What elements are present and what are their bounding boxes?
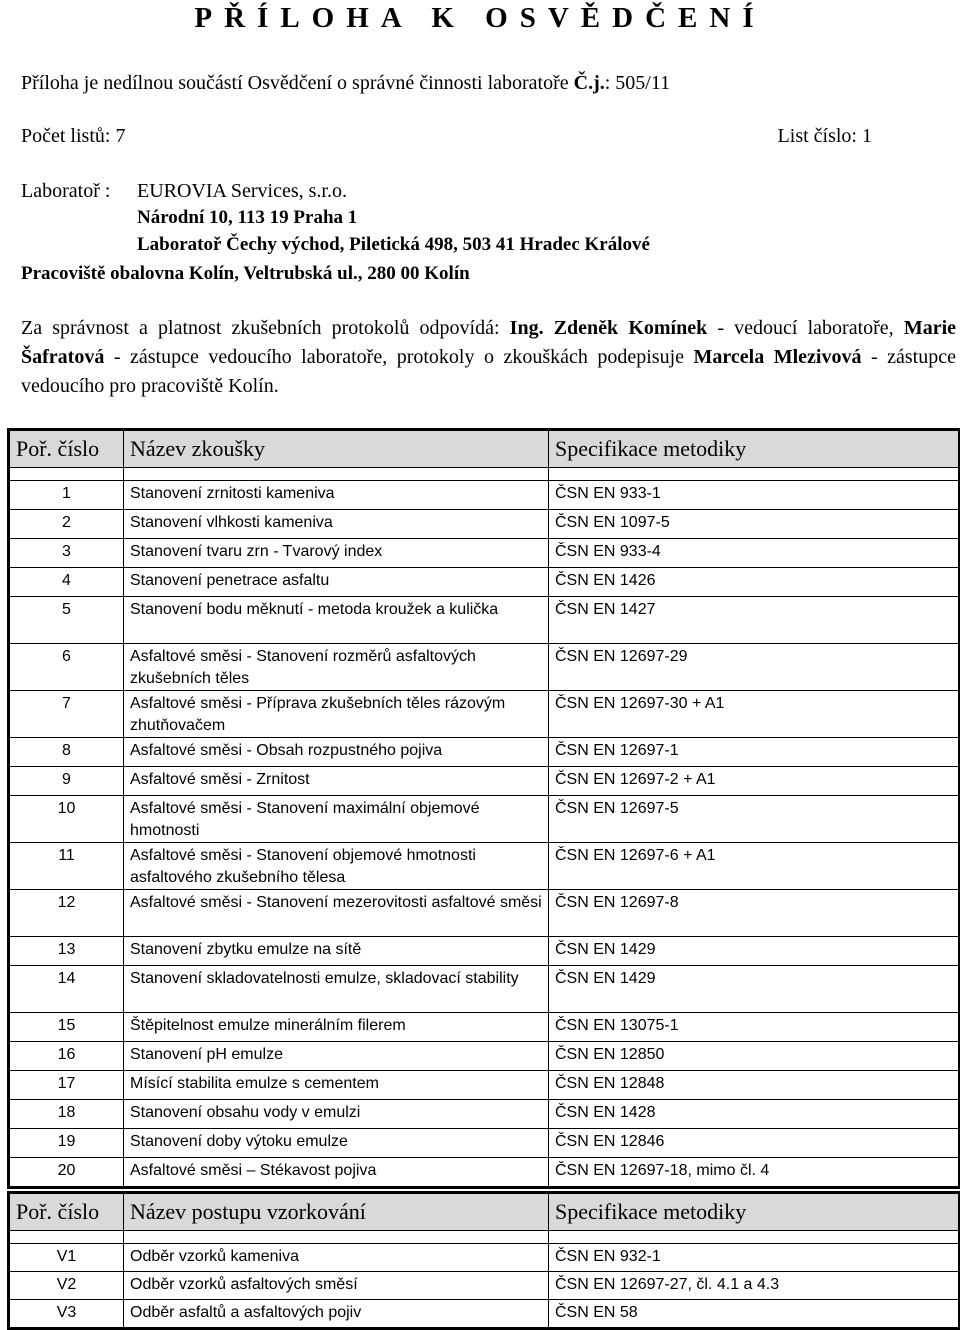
- cell-number: 15: [9, 1013, 124, 1042]
- cell-name: Stanovení vlhkosti kameniva: [124, 510, 549, 539]
- cell-specification: ČSN EN 12697-6 + A1: [549, 843, 960, 890]
- page-title: PŘÍLOHA K OSVĚDČENÍ: [194, 2, 766, 34]
- table-row: [9, 510, 960, 539]
- cell-name: Asfaltové směsi - Obsah rozpustného pojiva: [124, 738, 549, 767]
- table-row: [9, 796, 960, 843]
- table-row: [9, 1013, 960, 1042]
- cell-specification: ČSN EN 12697-29: [549, 644, 960, 691]
- sheet-number: List číslo: 1: [777, 125, 872, 147]
- responsible-person-signer: Marcela Mlezivová: [693, 346, 862, 368]
- table-row: [9, 843, 960, 890]
- lab-name: EUROVIA Services, s.r.o.: [137, 180, 347, 202]
- column-header-sampling-name: Název postupu vzorkování: [124, 1193, 549, 1231]
- cell-number: 4: [9, 568, 124, 597]
- responsibility-text: - vedoucí laboratoře,: [707, 317, 904, 339]
- cell-name: Odběr vzorků kameniva: [124, 1244, 549, 1272]
- cell-specification: ČSN EN 1427: [549, 597, 960, 644]
- cell-number: 2: [9, 510, 124, 539]
- cell-specification: ČSN EN 933-1: [549, 481, 960, 510]
- cell-number: 11: [9, 843, 124, 890]
- cell-number: 7: [9, 691, 124, 738]
- cell-number: 14: [9, 966, 124, 1013]
- cell-number: 18: [9, 1100, 124, 1129]
- annex-statement: [21, 72, 670, 95]
- table-row: [9, 937, 960, 966]
- tests-table-header: [9, 430, 960, 468]
- column-header-specification: Specifikace metodiky: [549, 1193, 960, 1231]
- responsibility-paragraph: [21, 314, 956, 401]
- cell-specification: ČSN EN 12697-1: [549, 738, 960, 767]
- cell-specification: ČSN EN 1429: [549, 937, 960, 966]
- cell-number: V1: [9, 1244, 124, 1272]
- cell-specification: ČSN EN 12850: [549, 1042, 960, 1071]
- table-row: [9, 767, 960, 796]
- cell-name: Asfaltové směsi - Příprava zkušebních těles rázovým zhutňovačem: [124, 691, 549, 738]
- table-row: [9, 1071, 960, 1100]
- cell-number: 5: [9, 597, 124, 644]
- table-row: [9, 1129, 960, 1158]
- table-row: [9, 1100, 960, 1129]
- table-row: [9, 1042, 960, 1071]
- column-header-test-name: Název zkoušky: [124, 430, 549, 468]
- cell-specification: ČSN EN 933-4: [549, 539, 960, 568]
- cell-specification: ČSN EN 12697-18, mimo čl. 4: [549, 1158, 960, 1188]
- tests-table: [7, 428, 960, 1189]
- table-row: [9, 691, 960, 738]
- page-count: Počet listů: 7: [21, 125, 126, 147]
- cell-name: Asfaltové směsi - Stanovení rozměrů asfaltových zkušebních těles: [124, 644, 549, 691]
- cell-number: V3: [9, 1300, 124, 1329]
- table-row: [9, 597, 960, 644]
- cell-name: Stanovení penetrace asfaltu: [124, 568, 549, 597]
- cell-specification: ČSN EN 1097-5: [549, 510, 960, 539]
- cell-number: 3: [9, 539, 124, 568]
- table-row: [9, 481, 960, 510]
- column-header-number: Poř. číslo: [9, 430, 124, 468]
- table-row: [9, 1272, 960, 1300]
- cell-name: Stanovení bodu měknutí - metoda kroužek a kulička: [124, 597, 549, 644]
- cell-specification: ČSN EN 13075-1: [549, 1013, 960, 1042]
- responsible-person-deputy: Marie Šafratová: [21, 317, 956, 368]
- cell-name: Stanovení tvaru zrn - Tvarový index: [124, 539, 549, 568]
- sampling-table-body: [9, 1231, 960, 1329]
- cell-number: 13: [9, 937, 124, 966]
- lab-label: Laboratoř :: [21, 180, 111, 202]
- cell-number: 9: [9, 767, 124, 796]
- cell-number: 10: [9, 796, 124, 843]
- lab-branch: Laboratoř Čechy východ, Piletická 498, 503 41 Hradec Králové: [137, 234, 650, 255]
- workplace-address: , 280 00 Kolín: [357, 263, 470, 284]
- tests-table-body: [9, 468, 960, 1188]
- table-row: [9, 738, 960, 767]
- cell-specification: ČSN EN 12846: [549, 1129, 960, 1158]
- responsibility-text: Za správnost a platnost zkušebních protokolů odpovídá:: [21, 317, 510, 339]
- responsibility-text: - zástupce vedoucího laboratoře, protokoly o zkouškách podepisuje: [104, 346, 694, 368]
- cell-name: Stanovení zbytku emulze na sítě: [124, 937, 549, 966]
- spacer-row: [9, 1231, 960, 1244]
- table-row: [9, 1300, 960, 1329]
- cell-number: 20: [9, 1158, 124, 1188]
- cell-name: Asfaltové směsi - Stanovení mezerovitosti asfaltové směsi: [124, 890, 549, 937]
- cell-number: 6: [9, 644, 124, 691]
- cell-specification: ČSN EN 12697-2 + A1: [549, 767, 960, 796]
- cell-name: Stanovení doby výtoku emulze: [124, 1129, 549, 1158]
- table-row: [9, 890, 960, 937]
- table-row: [9, 568, 960, 597]
- cell-number: V2: [9, 1272, 124, 1300]
- cell-specification: ČSN EN 58: [549, 1300, 960, 1329]
- spacer-row: [9, 468, 960, 481]
- workplace: [21, 263, 470, 285]
- cell-number: 12: [9, 890, 124, 937]
- cell-name: Stanovení pH emulze: [124, 1042, 549, 1071]
- cell-specification: ČSN EN 12697-8: [549, 890, 960, 937]
- cell-specification: ČSN EN 12697-5: [549, 796, 960, 843]
- cell-number: 8: [9, 738, 124, 767]
- cell-name: Odběr asfaltů a asfaltových pojiv: [124, 1300, 549, 1329]
- cell-name: Asfaltové směsi – Stékavost pojiva: [124, 1158, 549, 1188]
- lab-address: Národní 10, 113 19 Praha 1: [137, 207, 358, 228]
- sampling-table: [7, 1191, 960, 1330]
- cell-number: 17: [9, 1071, 124, 1100]
- column-header-number: Poř. číslo: [9, 1193, 124, 1231]
- cell-name: Asfaltové směsi - Stanovení maximální objemové hmotnosti: [124, 796, 549, 843]
- cell-name: Mísící stabilita emulze s cementem: [124, 1071, 549, 1100]
- cell-name: Stanovení zrnitosti kameniva: [124, 481, 549, 510]
- cell-specification: ČSN EN 12697-27, čl. 4.1 a 4.3: [549, 1272, 960, 1300]
- column-header-specification: Specifikace metodiky: [549, 430, 960, 468]
- responsibility-text: - zástupce vedoucího pro pracoviště Kolín.: [21, 346, 956, 397]
- cell-number: 1: [9, 481, 124, 510]
- reference-number: : 505/11: [604, 72, 671, 94]
- table-row: [9, 966, 960, 1013]
- cell-specification: ČSN EN 12848: [549, 1071, 960, 1100]
- cell-number: 19: [9, 1129, 124, 1158]
- cell-specification: ČSN EN 12697-30 + A1: [549, 691, 960, 738]
- cell-name: Štěpitelnost emulze minerálním filerem: [124, 1013, 549, 1042]
- sampling-table-header: [9, 1193, 960, 1231]
- table-row: [9, 1244, 960, 1272]
- annex-text: Příloha je nedílnou součástí Osvědčení o správné činnosti laboratoře: [21, 72, 574, 94]
- workplace-name: Pracoviště obalovna Kolín, Veltrubská ul.: [21, 263, 358, 284]
- cell-specification: ČSN EN 1429: [549, 966, 960, 1013]
- cell-specification: ČSN EN 1428: [549, 1100, 960, 1129]
- table-row: [9, 1158, 960, 1188]
- responsible-person-head: Ing. Zdeněk Komínek: [509, 317, 708, 339]
- cell-name: Stanovení skladovatelnosti emulze, skladovací stability: [124, 966, 549, 1013]
- table-row: [9, 539, 960, 568]
- cell-name: Asfaltové směsi - Stanovení objemové hmotnosti asfaltového zkušebního tělesa: [124, 843, 549, 890]
- cell-name: Odběr vzorků asfaltových směsí: [124, 1272, 549, 1300]
- cell-number: 16: [9, 1042, 124, 1071]
- reference-label: Č.j.: [573, 72, 605, 94]
- cell-specification: ČSN EN 932-1: [549, 1244, 960, 1272]
- cell-name: Asfaltové směsi - Zrnitost: [124, 767, 549, 796]
- cell-name: Stanovení obsahu vody v emulzi: [124, 1100, 549, 1129]
- table-row: [9, 644, 960, 691]
- cell-specification: ČSN EN 1426: [549, 568, 960, 597]
